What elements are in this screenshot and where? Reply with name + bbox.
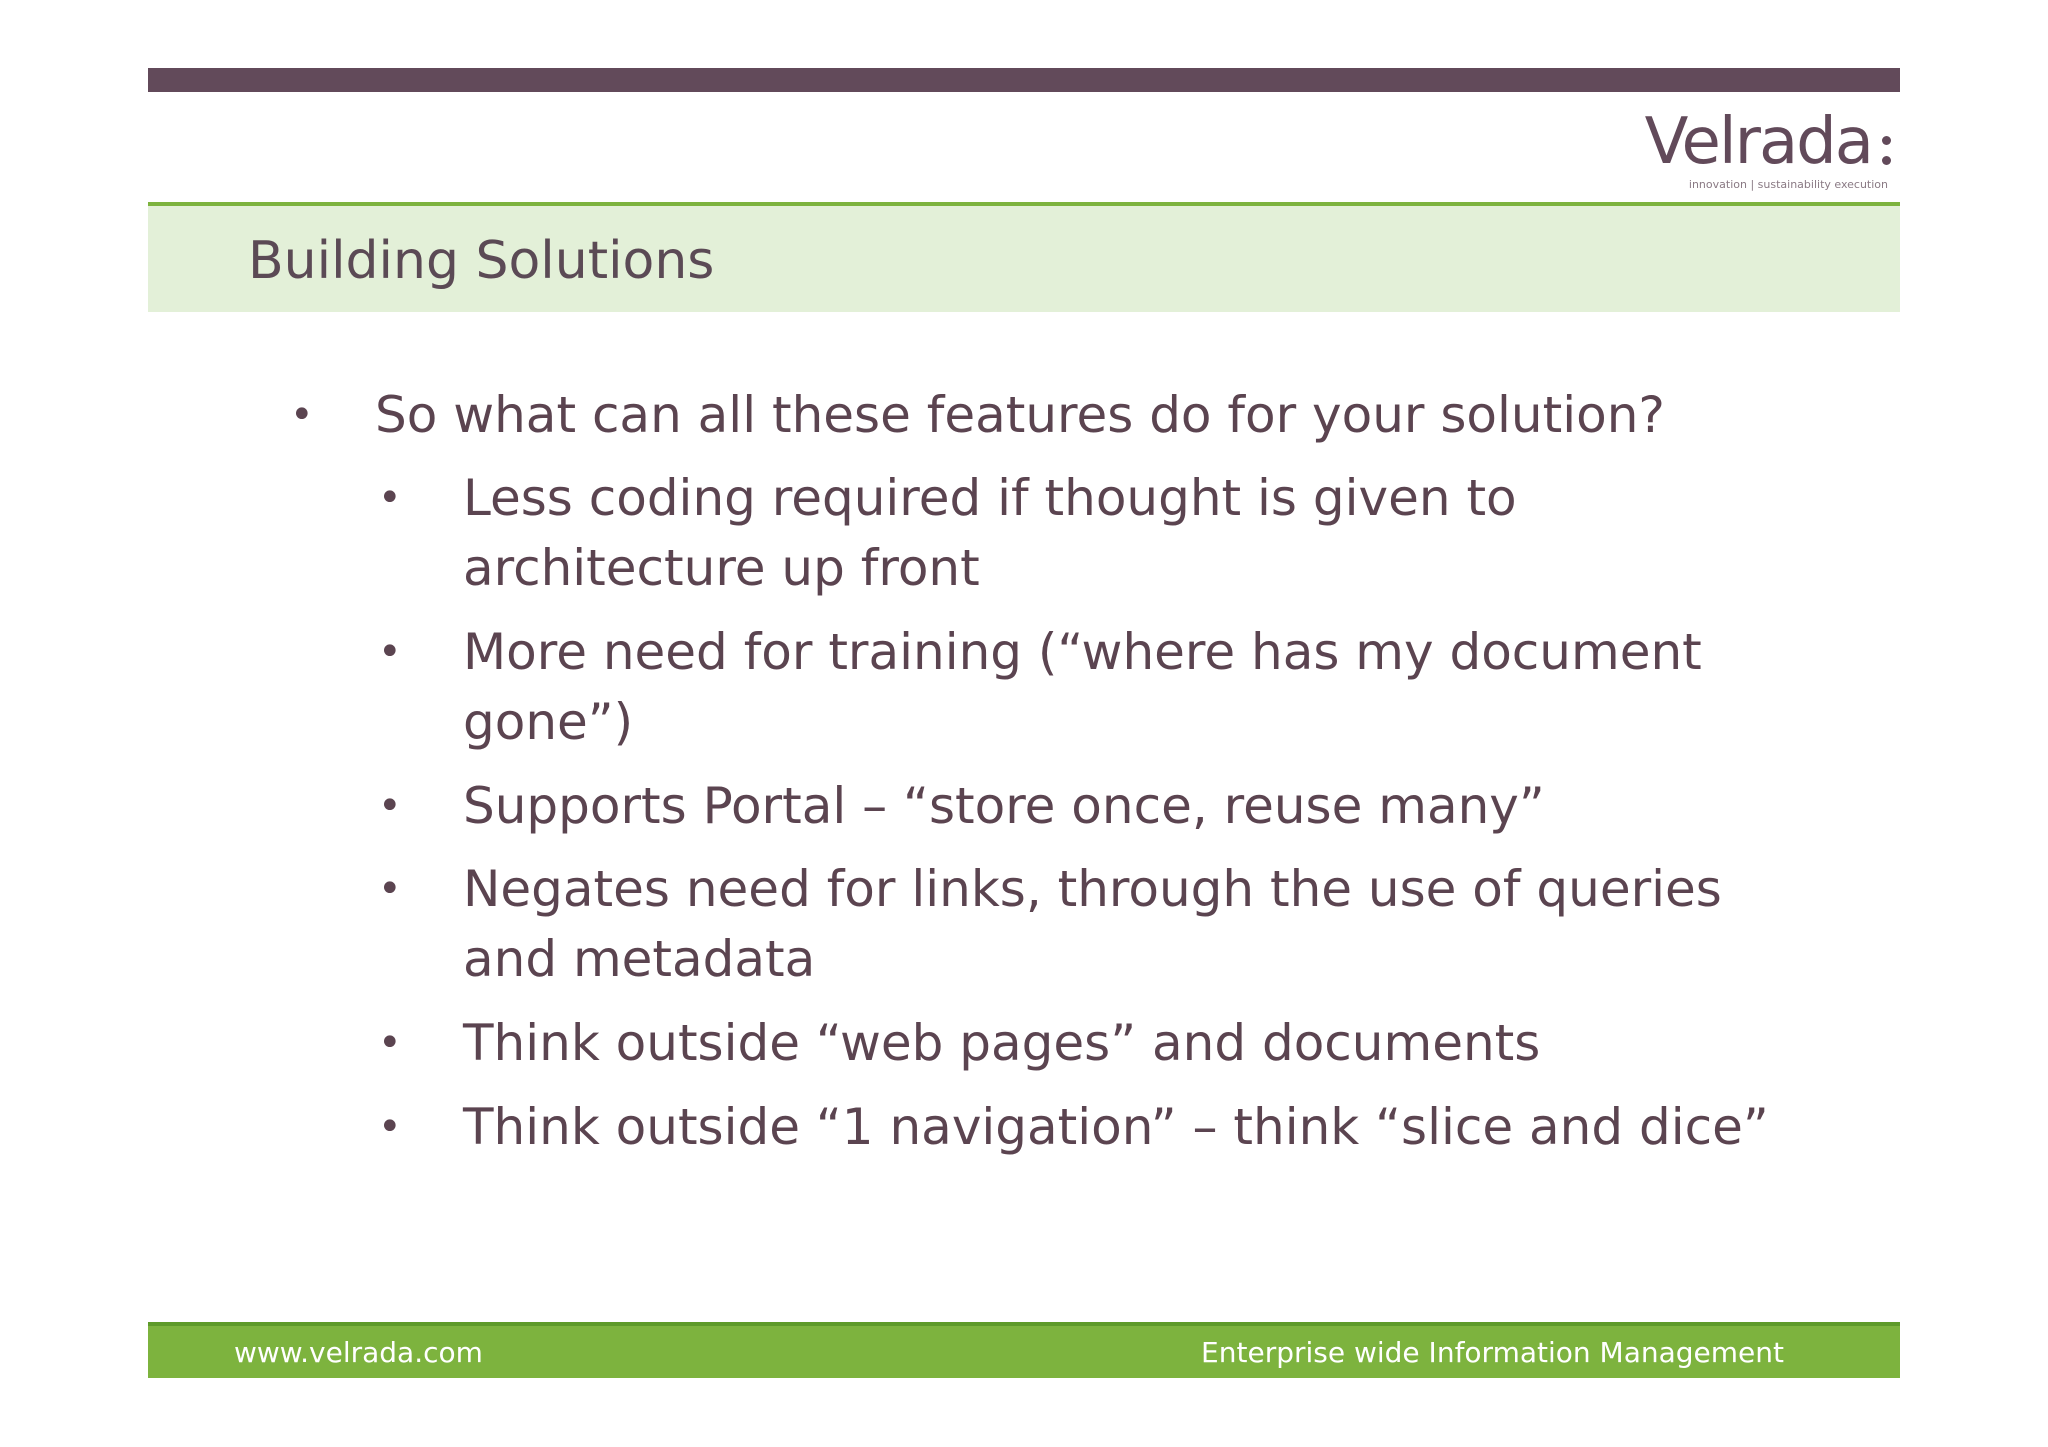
sub-bullet-text: Negates need for links, through the use of queries [463,860,1722,918]
title-band [148,202,1900,312]
slide-title: Building Solutions [248,231,715,291]
sub-bullet-text: Less coding required if thought is given to [463,469,1517,527]
bullet-icon: • [378,1020,402,1066]
bullet-icon: • [378,866,402,912]
bullet-icon: • [378,475,402,521]
bullet-icon: • [378,629,402,675]
velrada-logo [1640,105,1900,198]
sub-bullet-text: Think outside “web pages” and documents [463,1014,1541,1072]
sub-bullet-text-continued: gone”) [463,693,634,751]
top-accent-bar [148,68,1900,92]
footer-tagline: Enterprise wide Information Management [1201,1336,1784,1369]
bullet-icon: • [378,1104,402,1150]
logo-tagline: innovation | sustainability execution [1688,178,1888,191]
sub-bullet-text: More need for training (“where has my document [463,623,1702,681]
sub-bullet-text: Supports Portal – “store once, reuse many” [463,777,1545,835]
logo-wordmark: Velrada [1644,105,1872,179]
sub-bullet-text: Think outside “1 navigation” – think “slice and dice” [463,1098,1769,1156]
footer-bar [148,1322,1900,1378]
logo-colon-mark [1882,128,1892,168]
bullet-icon: • [378,783,402,829]
sub-bullet-text-continued: and metadata [463,930,816,988]
sub-bullet-text-continued: architecture up front [463,539,980,597]
bullet-icon: • [290,392,314,438]
footer-website: www.velrada.com [234,1336,483,1369]
main-bullet-text: So what can all these features do for your solution? [375,386,1665,444]
